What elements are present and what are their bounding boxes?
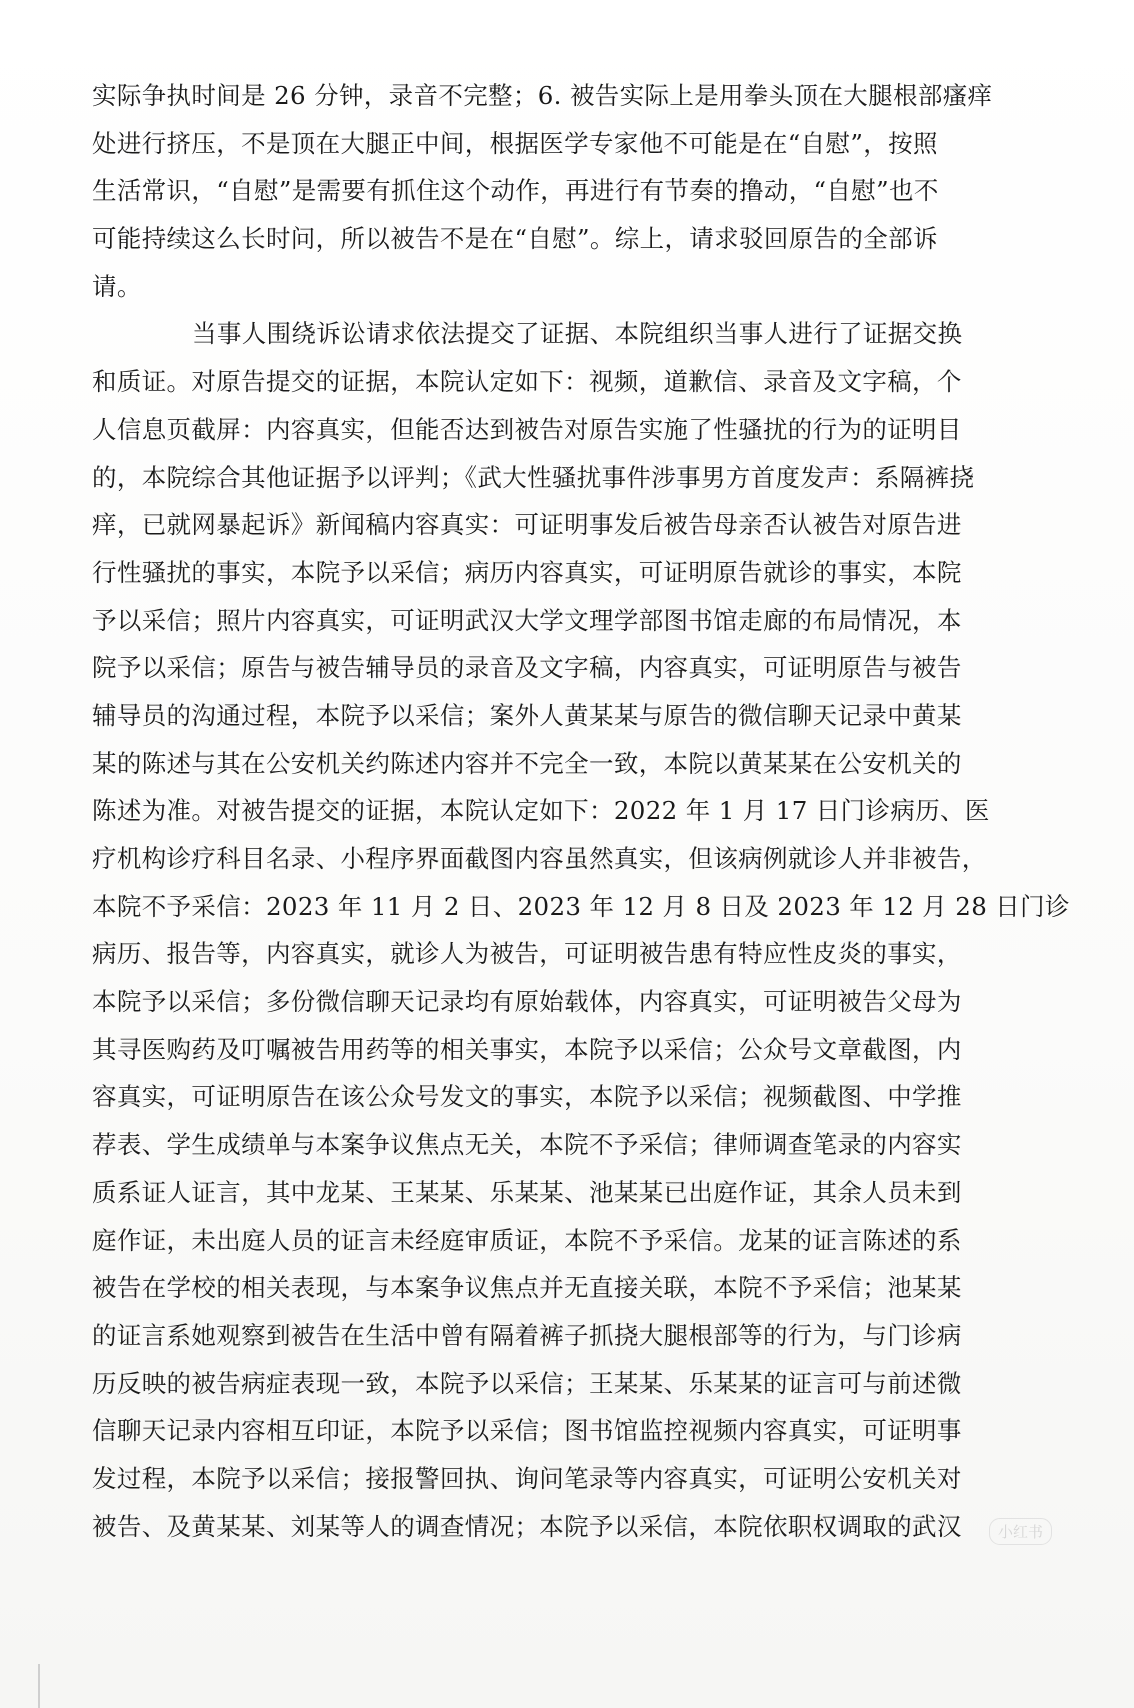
text-line: 院予以采信；原告与被告辅导员的录音及文字稿，内容真实，可证明原告与被告 [92, 653, 962, 683]
text-line: 和质证。对原告提交的证据，本院认定如下：视频，道歉信、录音及文字稿，个 [92, 367, 962, 397]
text-line: 行性骚扰的事实，本院予以采信；病历内容真实，可证明原告就诊的事实，本院 [92, 557, 962, 587]
text-line: 质系证人证言，其中龙某、王某某、乐某某、池某某已出庭作证，其余人员未到 [92, 1177, 962, 1207]
document-body [92, 72, 1070, 1550]
text-line: 被告、及黄某某、刘某等人的调查情况；本院予以采信，本院依职权调取的武汉 [92, 1511, 962, 1541]
text-line: 人信息页截屏：内容真实，但能否达到被告对原告实施了性骚扰的行为的证明目 [92, 414, 962, 444]
text-line: 信聊天记录内容相互印证，本院予以采信；图书馆监控视频内容真实，可证明事 [92, 1416, 962, 1446]
text-line: 其寻医购药及叮嘱被告用药等的相关事实，本院予以采信；公众号文章截图，内 [92, 1034, 962, 1064]
text-line: 辅导员的沟通过程，本院予以采信；案外人黄某某与原告的微信聊天记录中黄某 [92, 700, 962, 730]
page-edge-mark [38, 1664, 40, 1708]
text-line: 可能持续这么长时问，所以被告不是在“自慰”。综上，请求驳回原告的全部诉 [92, 224, 938, 254]
text-line: 实际争执时间是 26 分钟，录音不完整；6. 被告实际上是用拳头顶在大腿根部瘙痒 [92, 81, 993, 110]
text-line: 荐表、学生成绩单与本案争议焦点无关，本院不予采信；律师调查笔录的内容实 [92, 1130, 962, 1160]
text-line: 予以采信；照片内容真实，可证明武汉大学文理学部图书馆走廊的布局情况，本 [92, 605, 962, 635]
text-line: 陈述为准。对被告提交的证据，本院认定如下：2022 年 1 月 17 日门诊病历、医 [92, 796, 990, 826]
text-line: 本院予以采信；多份微信聊天记录均有原始载体，内容真实，可证明被告父母为 [92, 987, 962, 1017]
xiaohongshu-watermark: 小红书 [989, 1518, 1052, 1545]
text-line: 请。 [92, 271, 142, 301]
paragraph-start-line: 当事人围绕诉讼请求依法提交了证据、本院组织当事人进行了证据交换 [192, 319, 963, 349]
text-line: 被告在学校的相关表现，与本案争议焦点并无直接关联，本院不予采信；池某某 [92, 1273, 962, 1303]
text-line: 病历、报告等，内容真实，就诊人为被告，可证明被告患有特应性皮炎的事实， [92, 939, 962, 969]
text-line: 的，本院综合其他证据予以评判；《武大性骚扰事件涉事男方首度发声：系隔裤挠 [92, 462, 975, 492]
text-line: 容真实，可证明原告在该公众号发文的事实，本院予以采信；视频截图、中学推 [92, 1082, 962, 1112]
text-line: 历反映的被告病症表现一致，本院予以采信；王某某、乐某某的证言可与前述微 [92, 1368, 962, 1398]
text-line: 本院不予采信：2023 年 11 月 2 日、2023 年 12 月 8 日及 2023 年 12 月 28 日门诊 [92, 891, 1070, 921]
text-line: 处进行挤压，不是顶在大腿正中间，根据医学专家他不可能是在“自慰”，按照 [92, 128, 938, 158]
text-line: 生活常识，“自慰”是需要有抓住这个动作，再进行有节奏的撸动，“自慰”也不 [92, 176, 939, 206]
text-line: 的证言系她观察到被告在生活中曾有隔着裤子抓挠大腿根部等的行为，与门诊病 [92, 1320, 962, 1350]
text-line: 某的陈述与其在公安机关约陈述内容并不完全一致，本院以黄某某在公安机关的 [92, 748, 962, 778]
text-line: 发过程，本院予以采信；接报警回执、询问笔录等内容真实，可证明公安机关对 [92, 1463, 962, 1493]
text-line: 痒，已就网暴起诉》新闻稿内容真实：可证明事发后被告母亲否认被告对原告进 [92, 510, 962, 540]
text-line: 庭作证，未出庭人员的证言未经庭审质证，本院不予采信。龙某的证言陈述的系 [92, 1225, 962, 1255]
text-line: 疗机构诊疗科目名录、小程序界面截图内容虽然真实，但该病例就诊人并非被告， [92, 844, 987, 873]
